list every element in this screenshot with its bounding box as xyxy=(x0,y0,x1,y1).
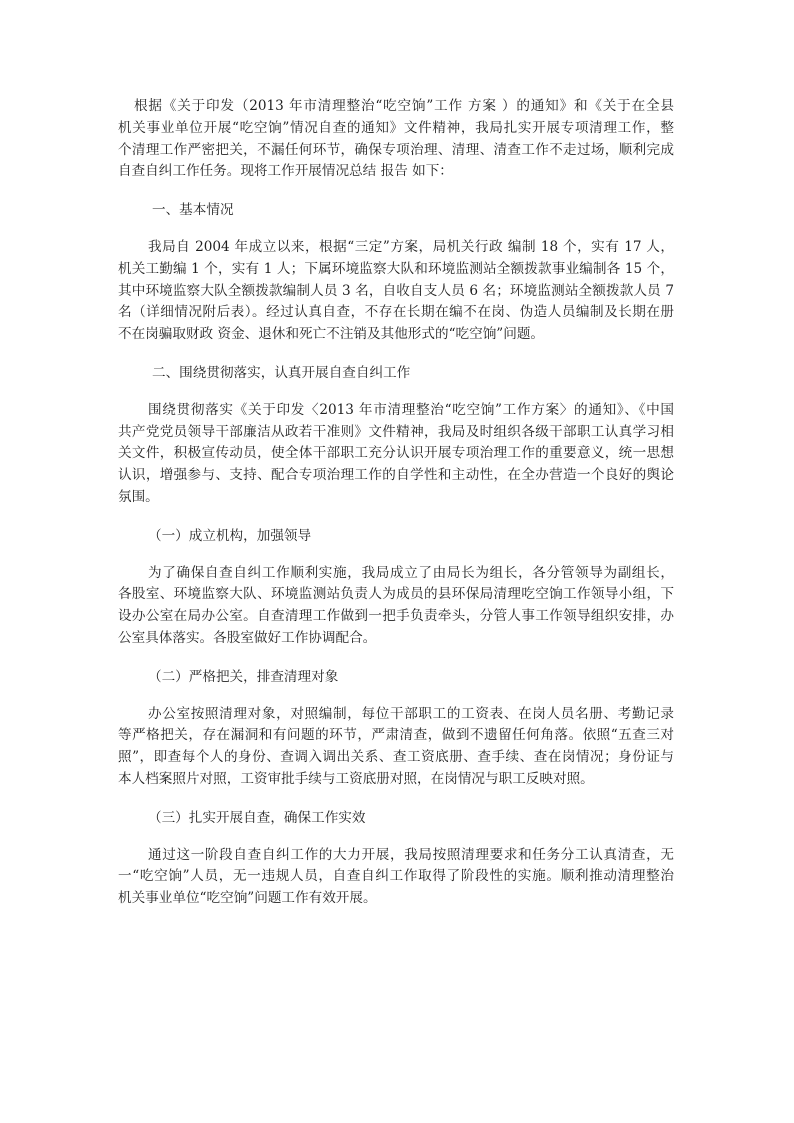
text-line: 我局自 2004 年成立以来，根据“三定”方案，局机关行政 编制 18 个，实有 17 人， xyxy=(148,238,674,255)
text-line: 公室具体落实。各股室做好工作协调配合。 xyxy=(118,629,377,646)
basic-info-paragraph xyxy=(118,237,674,346)
self-inspection-paragraph xyxy=(118,845,674,910)
text-line: 关文件，积极宣传动员，使全体干部职工充分认识开展专项治理工作的重要意义，统一思想 xyxy=(118,445,674,462)
text-line: 共产党党员领导干部廉洁从政若干准则》文件精神，我局及时组织各级干部职工认真学习相 xyxy=(118,423,674,440)
intro-paragraph xyxy=(118,96,674,183)
heading-text: 二、围绕贯彻落实，认真开展自查自纠工作 xyxy=(152,364,411,381)
leadership-paragraph xyxy=(118,563,674,650)
text-line: 名（详细情况附后表）。经过认真自查，不存在长期在编不在岗、伪造人员编制及长期在册 xyxy=(118,304,674,321)
text-line: 设办公室在局办公室。自查清理工作做到一把手负责牵头，分管人事工作领导组织安排，办 xyxy=(118,608,674,625)
text-line: 机关事业单位开展“吃空饷”情况自查的通知》文件精神，我局扎实开展专项清理工作，整 xyxy=(118,119,674,136)
section-heading-basic-info xyxy=(118,200,674,222)
implementation-paragraph xyxy=(118,400,674,509)
text-line: 其中环境监察大队全额拨款编制人员 3 名，自收自支人员 6 名；环境监测站全额拨款人员 7 xyxy=(118,282,674,299)
text-line: 各股室、环境监察大队、环境监测站负责人为成员的县环保局清理吃空饷工作领导小组，下 xyxy=(118,586,674,603)
text-line: 一“吃空饷”人员，无一违规人员，自查自纠工作取得了阶段性的实施。顺利推动清理整治 xyxy=(118,868,674,885)
heading-text: 一、基本情况 xyxy=(152,202,234,219)
text-line: 围绕贯彻落实《关于印发〈2013 年市清理整治“吃空饷”工作方案〉的通知》、《中国 xyxy=(148,401,674,418)
text-line: 氛围。 xyxy=(118,488,159,505)
text-line: 通过这一阶段自查自纠工作的大力开展，我局按照清理要求和任务分工认真清查，无 xyxy=(148,846,674,863)
text-line: 等严格把关，存在漏洞和有问题的环节，严肃清查，做到不遗留任何角落。依照“五查三对 xyxy=(118,727,674,744)
text-line: 自查自纠工作任务。现将工作开展情况总结 报告 如下： xyxy=(118,163,453,180)
text-line: 根据《关于印发（2013 年市清理整治“吃空饷”工作 方案 ）的通知》和《关于在全县 xyxy=(134,98,674,114)
heading-text: （一）成立机构，加强领导 xyxy=(148,527,312,544)
section-heading-implementation xyxy=(118,363,674,385)
heading-text: （二）严格把关，排查清理对象 xyxy=(148,668,339,685)
text-line: 办公室按照清理对象，对照编制，每位干部职工的工资表、在岗人员名册、考勤记录 xyxy=(148,705,674,722)
text-line: 认识，增强参与、支持、配合专项治理工作的自学性和主动性，在全办营造一个良好的舆论 xyxy=(118,467,674,484)
strict-check-paragraph xyxy=(118,704,674,791)
text-line: 机关工勤编 1 个，实有 1 人；下属环境监察大队和环境监测站全额拨款事业编制各 15 个， xyxy=(118,260,674,277)
text-line: 不在岗骗取财政 资金、退休和死亡不注销及其他形式的“吃空饷”问题。 xyxy=(118,326,545,343)
document-page xyxy=(118,96,674,927)
subheading-leadership xyxy=(118,526,674,548)
subheading-strict-check xyxy=(118,667,674,689)
text-line: 本人档案照片对照，工资审批手续与工资底册对照，在岗情况与职工反映对照。 xyxy=(118,770,594,787)
text-line: 为了确保自查自纠工作顺利实施，我局成立了由局长为组长，各分管领导为副组长， xyxy=(148,564,674,581)
subheading-self-inspection xyxy=(118,808,674,830)
heading-text: （三）扎实开展自查，确保工作实效 xyxy=(148,809,366,826)
text-line: 机关事业单位“吃空饷”问题工作有效开展。 xyxy=(118,890,377,907)
text-line: 照”，即查每个人的身份、查调入调出关系、查工资底册、查手续、查在岗情况；身份证与 xyxy=(118,749,674,766)
text-line: 个清理工作严密把关，不漏任何环节，确保专项治理、清理、清查工作不走过场，顺利完成 xyxy=(118,141,674,158)
